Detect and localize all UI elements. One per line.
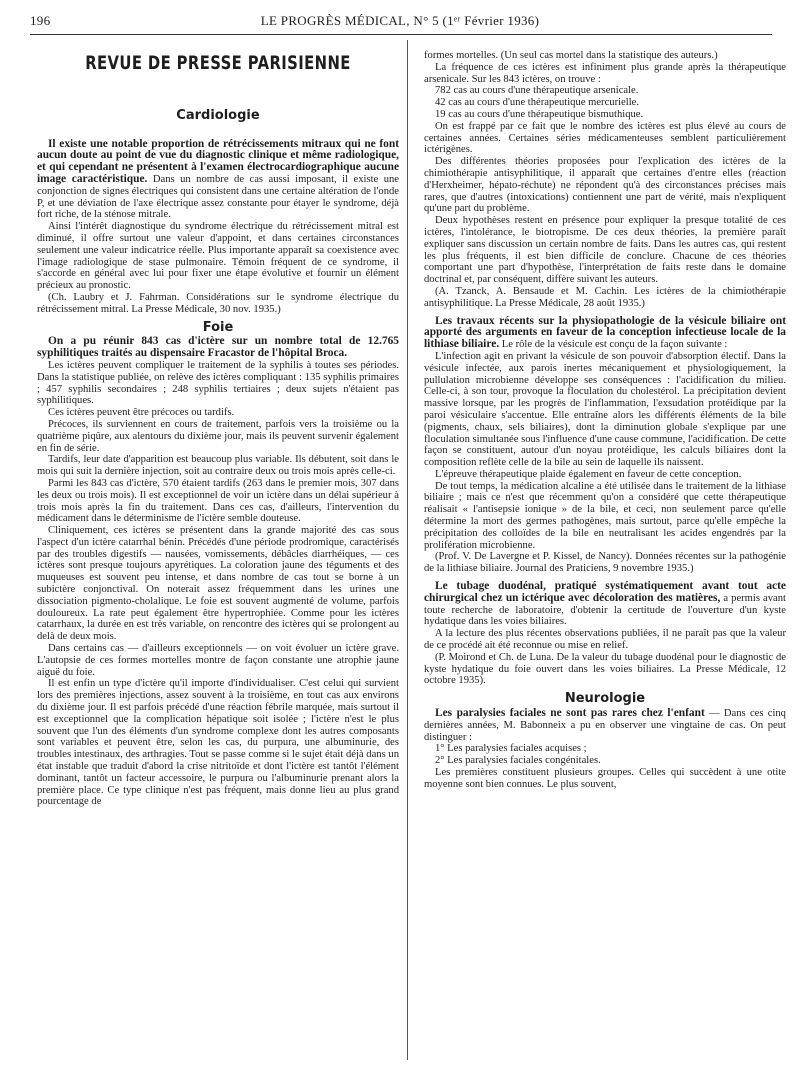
premieres-paragraph: Les premières constituent plusieurs groupes. Celles qui succèdent à une otite moyenne sont bien connues. Le plus souvent, (424, 767, 786, 790)
infection-paragraph: L'infection agit en privant la vésicule de son pouvoir d'absorption électif. Dans la vésicule infectée, aux parois inertes mécaniquement et physiologiquement, la pullulation microbienne développe ses conséquences : l'acidification du milieu. Celle-ci, à son tour, provoque la floculation du cholestérol. La précipitation devient massive lorsque, par les progrès de l'inflammation, l'exsudation protéidique par la paroi vésiculaire s'accentue. Elle entraîne alors les différents éléments de la bile (pigments, chaux, sels biliaires), dont la diminution globale s'explique par une floculation simultanée sous l'influence d'une cause commune, l'acidification. De cette façon se constituent, autour d'un noyau protéidique, les calculs biliaires dont la composition reflète celle de la bile au sein de laquelle ils naissent. (424, 350, 786, 469)
frappe-paragraph: On est frappé par ce fait que le nombre des ictères est plus élevé au cours de certaines années. Certaines séries médicamenteuses semblent particulièrement ictérigènes. (424, 120, 786, 156)
moirond-reference: (P. Moirond et Ch. de Luna. De la valeur du tubage duodénal pour le diagnostic de kyste hydatique du foie ouvert dans les voies biliaires. La Presse Médicale, 12 octobre 1935). (424, 651, 786, 687)
section-heading-cardiologie: Cardiologie (176, 107, 260, 123)
lecture-paragraph: A la lecture des plus récentes observations publiées, il ne paraît pas que la valeur de ce procédé ait été reconnue ou mise en relief. (424, 628, 786, 652)
foie-lead (37, 336, 399, 360)
cardio-paragraph-1 (37, 139, 399, 222)
foie-paragraph-7: Dans certains cas — d'ailleurs exceptionnels — on voit évoluer un ictère grave. L'autopsie de ces formes mortelles montre de façon constante une atrophie jaune aiguë du foie. (37, 643, 399, 678)
vesicule-paragraph (424, 316, 786, 351)
left-column (37, 38, 399, 808)
frequence-paragraph: La fréquence de ces ictères est infiniment plus grande après la thérapeutique arsenicale. Sur les 843 ictères, on trouve : (424, 61, 786, 85)
tzanck-reference: (A. Tzanck, A. Bensaude et M. Cachin. Les ictères de la chimiothérapie antisyphilitique. La Presse Médicale, 28 août 1935.) (424, 285, 786, 309)
tubage-rest: a permis avant toute recherche de laboratoire, d'obtenir la certitude de l'ouverture d'un kyste hydatique dans les voies biliaires. (424, 592, 786, 628)
hypotheses-paragraph: Deux hypothèses restent en présence pour expliquer la presque totalité de ces ictères, l'intolérance, le biotropisme. De ces deux théories, la première paraît expliquer sans discussion un certain nombre de faits. Dans les autres cas, qui restent les plus fréquents, il est bien difficile de conclure. Chacune de ces théories comportant une part d'hypothèse, l'interprétation de faits reste dans le domaine doctrinal et, par conséquent, diffère suivant les auteurs. (424, 215, 786, 286)
cardio-paragraph-2: Ainsi l'intérêt diagnostique du syndrome électrique du rétrécissement mitral est diminué, il offre surtout une valeur d'appoint, et dans certaines circonstances seulement une valeur indicatrice réelle. Plus importante apparaît sa coexistence avec l'image radiologique de stase pulmonaire. Témoin fréquent de ce syndrome, il s'accorde en général avec lui pour fixer une étape évolutive et fournir un élément précieux au pronostic. (37, 221, 399, 292)
section-heading-neurologie: Neurologie (564, 691, 646, 707)
foie-paragraph-4: Tardifs, leur date d'apparition est beaucoup plus variable. Ils débutent, soit dans le mois qui suit la dernière injection, soit au contraire deux ou trois mois après celle-ci. (37, 454, 399, 478)
foie-paragraph-3: Précoces, ils surviennent en cours de traitement, parfois vers la troisième ou la quatrième piqûre, aux alentours du dixième jour, mais ils peuvent survenir également en fin de série. (37, 418, 399, 454)
journal-title: LE PROGRÈS MÉDICAL, N° 5 (1ᵉʳ Février 1936) (260, 13, 540, 28)
paralysies-list-1: 1° Les paralysies faciales acquises ; (435, 743, 587, 755)
paralysies-rest: — Dans ces cinq dernières années, M. Babonneix a pu en observer une vingtaine de cas. On peut distinguer : (424, 708, 786, 743)
column-divider (407, 40, 408, 1060)
vesicule-rest: Le rôle de la vésicule est conçu de la façon suivante : (501, 339, 728, 351)
cardio-reference: (Ch. Laubry et J. Fahrman. Considérations sur le syndrome électrique du rétrécissement mitral. La Presse Médicale, 30 nov. 1935.) (37, 291, 399, 315)
lavergne-reference: (Prof. V. De Lavergne et P. Kissel, de Nancy). Données récentes sur la pathogénie de la lithiase biliaire. Journal des Praticiens, 9 novembre 1935.) (424, 551, 786, 575)
epreuve-paragraph: L'épreuve thérapeutique plaide également en faveur de cette conception. (435, 468, 742, 480)
paralysies-paragraph (424, 708, 786, 743)
stat-line-bismuthique: 19 cas au cours d'une thérapeutique bismuthique. (435, 108, 644, 120)
tubage-paragraph (424, 581, 786, 628)
section-heading-foie: Foie (202, 319, 234, 335)
stat-line-arsenicale: 782 cas au cours d'une thérapeutique arsenicale. (435, 85, 639, 97)
paralysies-list-2: 2° Les paralysies faciales congénitales. (435, 755, 601, 767)
foie-paragraph-1: Les ictères peuvent compliquer le traitement de la syphilis à toutes ses périodes. Dans la statistique publiée, on relève des ictères compliquant : 135 syphilis primaires ; 457 syphilis secondaires ; 248 syphilis tertiaires ; deux sujets n'étaient pas syphilitiques. (37, 359, 399, 407)
cardio-lead: Il existe une notable proportion de rétrécissements mitraux qui ne font aucun doute au point de vue du diagnostic clinique et même radiologique, et qui cependant ne présentent à l'examen électrocardiographique aucune image caractéristique. (37, 137, 399, 185)
header-rule (30, 34, 772, 35)
right-column (424, 50, 786, 791)
revue-title: REVUE DE PRESSE PARISIENNE (85, 52, 351, 74)
stat-line-mercurielle: 42 cas au cours d'une thérapeutique mercurielle. (435, 97, 639, 109)
cardio-p1-rest: Dans un nombre de cas aussi imposant, il existe une conjonction de signes électriques qui consistent dans une certaine altération de l'onde P, et une déviation de l'axe électrique assez constante pour étayer le syndrome, déjà fort riche, de la sténose mitrale. (37, 173, 399, 221)
foie-paragraph-8: Il est enfin un type d'ictère qu'il importe d'individualiser. C'est celui qui survient lors des premières injections, assez souvent à la troisième, en tout cas aux environs du dixième jour. Il est parfois précédé d'une réaction fébrile marquée, mais surtout il est exceptionnel que la complication hépatique soit isolée ; l'ictère n'est le plus souvent que l'un des éléments d'un syndrome complexe dont les autres composants sont variables et peuvent être, selon les cas, du purpura, une albuminurie, des troubles intestinaux, des arthragies. Tout se passe comme si le sujet était déjà dans un état instable que traduit d'abord la crise nitritoïde et dont l'ictère est tantôt l'élément dominant, tantôt un facteur accessoire, le purpura ou l'albuminurie prenant alors la première place. Ce type clinique n'est pas fréquent, mais donne lieu au plus grand pourcentage de (37, 678, 399, 808)
page-number: 196 (30, 13, 51, 28)
medication-paragraph: De tout temps, la médication alcaline a été utilisée dans le traitement de la lithiase biliaire ; mais ce n'est que récemment qu'on a considéré que cette thérapeutique réalisait « l'antisepsie ionique » de la bile, et ceci, non seulement parce qu'elle détermine la mort des germes pathogènes, mais surtout, parce qu'elle empêche la précipitation des colloïdes de la bile en neutralisant les acides engendrés par la prolifération microbienne. (424, 480, 786, 551)
tubage-lead: Le tubage duodénal, pratiqué systématiquement avant tout acte chirurgical chez un ictérique avec décoloration des matières, (424, 580, 786, 604)
foie-paragraph-5: Parmi les 843 cas d'ictère, 570 étaient tardifs (263 dans le premier mois, 307 dans les deux ou trois mois). Il est exceptionnel de voir un ictère dans un délai supérieur à trois mois après la fin du traitement. Dans ces cas, d'ailleurs, l'intervention du médicament dans le déterminisme de l'ictère semble douteuse. (37, 477, 399, 525)
continuation-paragraph: formes mortelles. (Un seul cas mortel dans la statistique des auteurs.) (424, 50, 718, 61)
foie-paragraph-6: Cliniquement, ces ictères se présentent dans la grande majorité des cas sous l'aspect d'un ictère catarrhal bénin. Précédés d'une période prodromique, caractérisés par des troubles digestifs — nausées, vomissements, débâcles diarrhéiques, — ces ictères sont presque toujours apyrétiques. La coloration jaune des téguments et des muqueuses est souvent peu intense, et dans nombre de cas tout se borne à un subictère conjonctival. On noterait assez fréquemment dans les urines une dissociation pigmento-cholalique. Le foie est souvent augmenté de volume, parfois douloureux. La rate peut également être hypertrophiée. Comme pour les ictères catarrhaux, la durée en est très variable, on rencontre des ictères qui se prolongent au delà de deux mois. (37, 525, 399, 643)
foie-paragraph-2: Ces ictères peuvent être précoces ou tardifs. (48, 407, 235, 419)
foie-lead-text: On a pu réunir 843 cas d'ictère sur un nombre total de 12.765 syphilitiques traités au dispensaire Fracastor de l'hôpital Broca. (37, 335, 399, 360)
vesicule-lead: Les travaux récents sur la physiopathologie de la vésicule biliaire ont apporté des arguments en faveur de la conception infectieuse locale de la lithiase biliaire. (424, 314, 786, 351)
page-header (30, 13, 770, 33)
paralysies-lead: Les paralysies faciales ne sont pas rares chez l'enfant (435, 707, 705, 720)
theories-paragraph: Des différentes théories proposées pour l'explication des ictères de la chimiothérapie antisyphilitique, il apparaît que certaines d'entre elles (réaction d'Herxheimer, hépato-réchute) ne répondent qu'à des circonstances précises mais rares, que d'autres (intoxications) contiennent une part de vérité, mais n'expliquent qu'une part du problème. (424, 156, 786, 215)
